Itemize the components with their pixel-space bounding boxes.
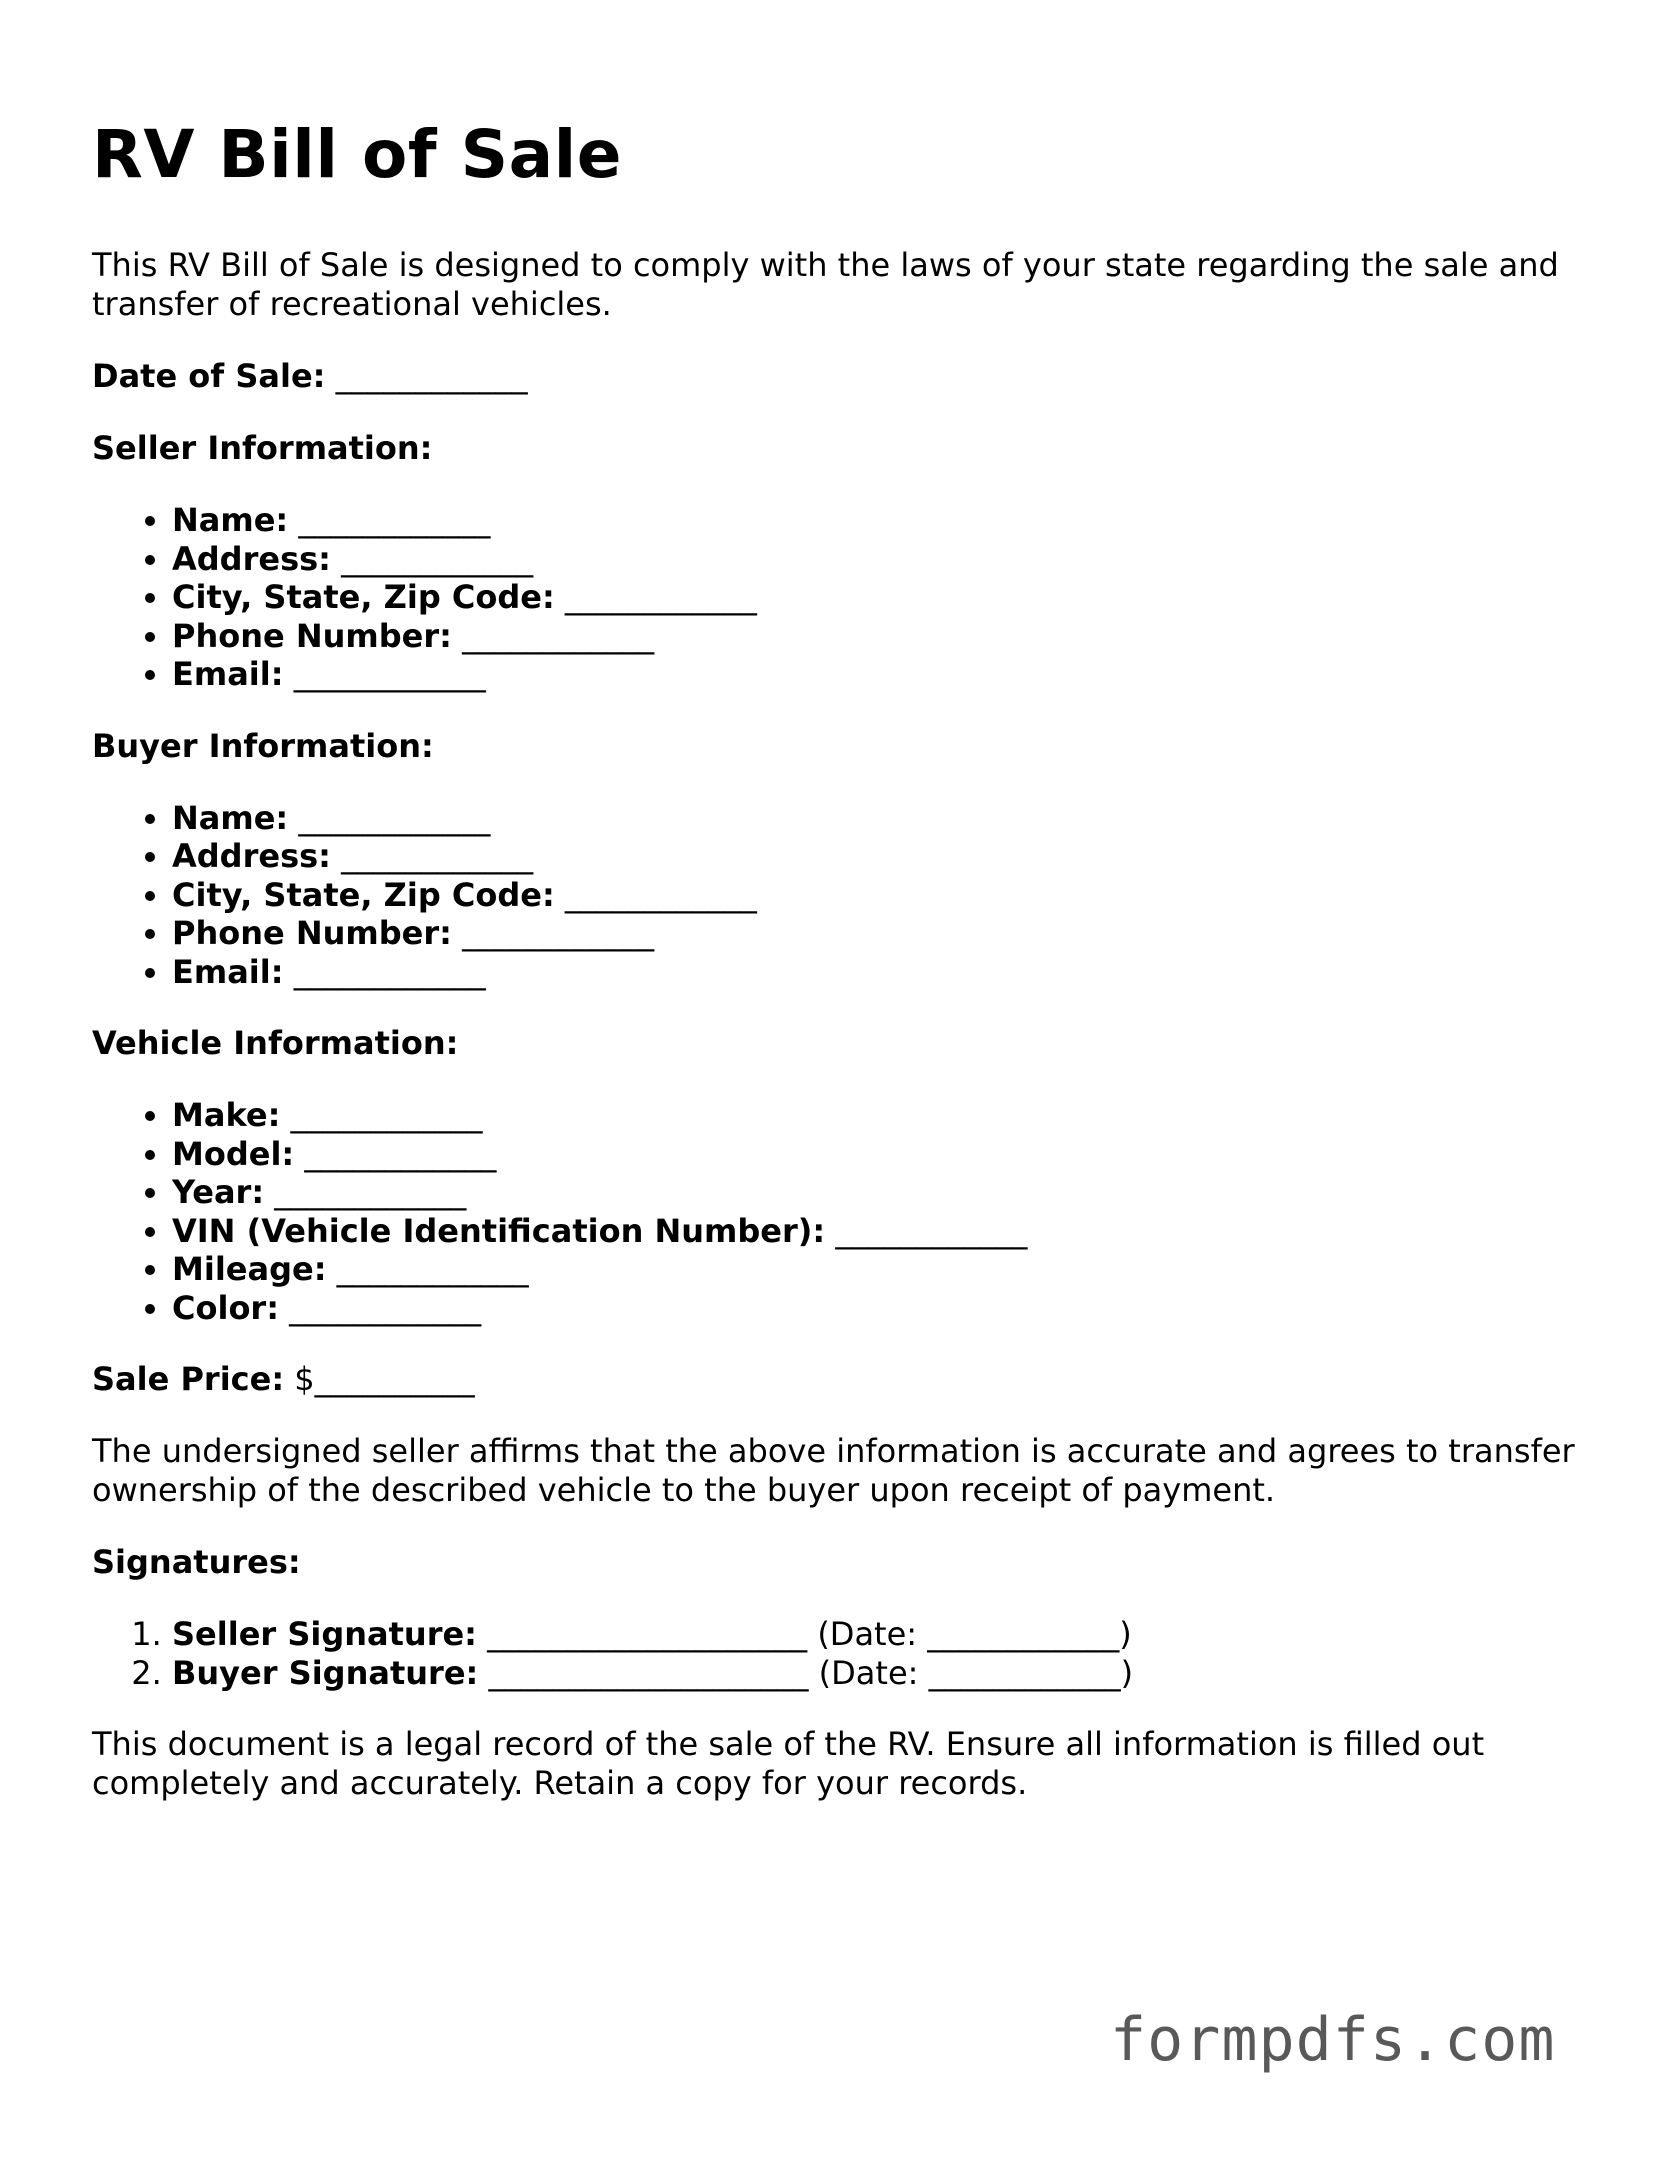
buyer-field-address: [172, 837, 1592, 876]
vehicle-fields-list: [92, 1096, 1592, 1327]
date-of-sale-label: Date of Sale:: [92, 357, 326, 395]
field-blank[interactable]: ____________: [293, 655, 486, 693]
field-label: Address:: [172, 837, 331, 875]
signature-date[interactable]: (Date: ____________): [817, 1615, 1132, 1653]
field-label: Mileage:: [172, 1250, 327, 1288]
vehicle-field-make: [172, 1096, 1592, 1135]
buyer-field-city-state-zip: [172, 876, 1592, 915]
date-of-sale-blank[interactable]: ____________: [335, 357, 528, 395]
seller-field-address: [172, 540, 1592, 579]
field-blank[interactable]: ____________: [293, 952, 486, 991]
field-blank[interactable]: ____________: [289, 1288, 482, 1327]
field-label: Model:: [172, 1134, 295, 1173]
field-label: Name:: [172, 798, 289, 837]
field-blank[interactable]: ____________: [564, 578, 757, 616]
buyer-field-email: [172, 953, 1592, 992]
field-label: VIN (Vehicle Identification Number):: [172, 1211, 826, 1250]
field-blank[interactable]: ____________: [304, 1134, 497, 1173]
field-blank[interactable]: ____________: [336, 1250, 529, 1288]
sale-price-row: [92, 1360, 1592, 1399]
field-blank[interactable]: ____________: [341, 539, 534, 578]
field-label: Email:: [172, 655, 284, 693]
sale-price-blank[interactable]: $__________: [294, 1360, 475, 1398]
field-blank[interactable]: ____________: [274, 1173, 467, 1211]
field-label: Phone Number:: [172, 616, 452, 655]
buyer-field-name: [172, 799, 1592, 838]
seller-field-name: [172, 501, 1592, 540]
field-blank[interactable]: ____________: [462, 914, 655, 952]
field-blank[interactable]: ____________: [298, 501, 491, 539]
field-label: Email:: [172, 952, 284, 991]
field-blank[interactable]: ____________: [462, 616, 655, 655]
signature-line[interactable]: ____________________: [488, 1653, 809, 1692]
sale-price-label: Sale Price:: [92, 1360, 285, 1398]
field-label: Year:: [172, 1173, 265, 1211]
buyer-signature-row: [172, 1654, 1592, 1693]
field-blank[interactable]: ____________: [298, 798, 491, 837]
seller-fields-list: [92, 501, 1592, 694]
field-blank[interactable]: ____________: [290, 1096, 483, 1134]
field-label: City, State, Zip Code:: [172, 578, 555, 616]
signatures-heading: Signatures:: [92, 1543, 301, 1581]
field-blank[interactable]: ____________: [835, 1211, 1028, 1250]
field-label: City, State, Zip Code:: [172, 875, 555, 914]
vehicle-field-color: [172, 1289, 1592, 1328]
vehicle-field-vin: [172, 1212, 1592, 1251]
field-label: Make:: [172, 1096, 281, 1134]
field-blank[interactable]: ____________: [341, 837, 534, 875]
intro-paragraph: This RV Bill of Sale is designed to comply with the laws of your state regarding the sale and transfer of recreational vehicles.: [92, 246, 1559, 323]
buyer-field-phone: [172, 914, 1592, 953]
field-label: Name:: [172, 501, 289, 539]
signature-date[interactable]: (Date: ____________): [818, 1653, 1134, 1692]
seller-field-city-state-zip: [172, 578, 1592, 617]
buyer-heading: Buyer Information:: [92, 726, 434, 765]
document-title: RV Bill of Sale: [92, 116, 623, 193]
signature-label: Buyer Signature:: [172, 1653, 479, 1692]
vehicle-field-model: [172, 1135, 1592, 1174]
signature-label: Seller Signature:: [172, 1615, 477, 1653]
field-label: Phone Number:: [172, 914, 452, 952]
field-blank[interactable]: ____________: [564, 875, 757, 914]
seller-heading: Seller Information:: [92, 429, 433, 467]
vehicle-heading: Vehicle Information:: [92, 1024, 459, 1062]
seller-field-phone: [172, 617, 1592, 656]
affirmation-paragraph: The undersigned seller affirms that the above information is accurate and agrees to transfer ownership of the described vehicle to the buyer upon receipt of payment.: [92, 1432, 1575, 1509]
field-label: Color:: [172, 1288, 279, 1327]
seller-field-email: [172, 655, 1592, 694]
vehicle-field-mileage: [172, 1250, 1592, 1289]
watermark-text: formpdfs.com: [1110, 2005, 1556, 2075]
signature-line[interactable]: ____________________: [487, 1615, 808, 1653]
document-page: [92, 110, 1592, 1836]
buyer-fields-list: [92, 799, 1592, 992]
seller-signature-row: [172, 1615, 1592, 1654]
signatures-list: [92, 1615, 1592, 1692]
vehicle-field-year: [172, 1173, 1592, 1212]
field-label: Address:: [172, 539, 331, 578]
date-of-sale-row: [92, 357, 1592, 396]
closing-paragraph: This document is a legal record of the sale of the RV. Ensure all information is filled out completely and accurately. Retain a copy for your records.: [92, 1725, 1485, 1802]
